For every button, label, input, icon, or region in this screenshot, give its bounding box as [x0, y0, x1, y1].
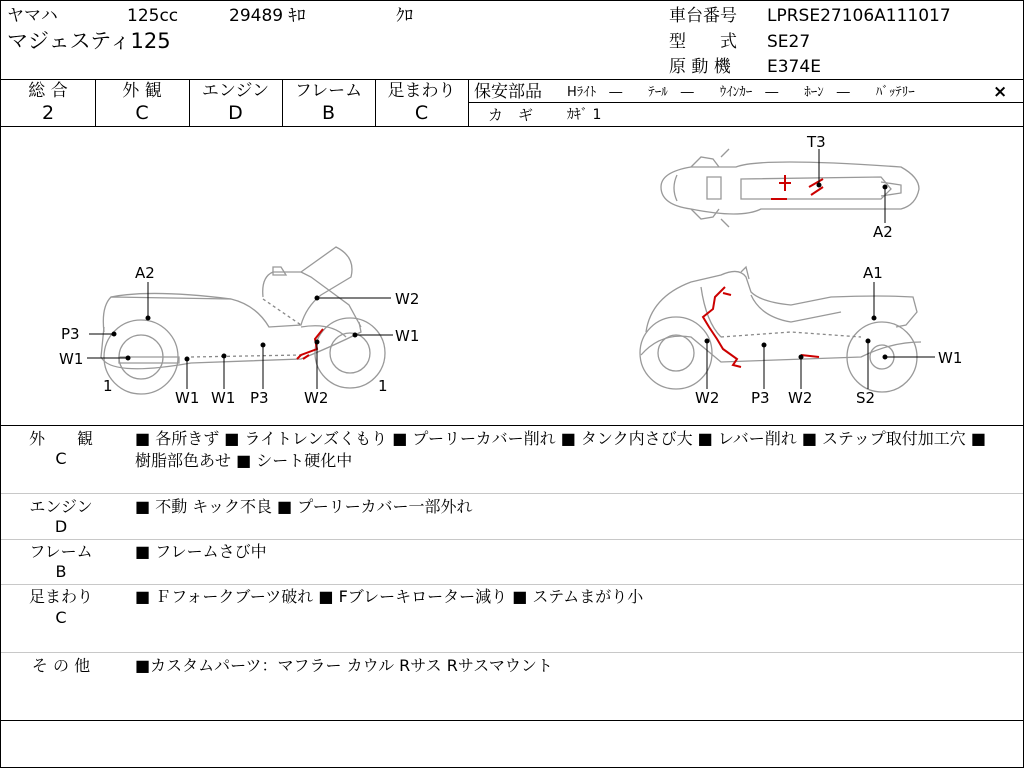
model-name: マジェスティ125 — [7, 29, 171, 53]
label-p3-right: P3 — [751, 389, 770, 407]
label-w1-left: W1 — [59, 350, 84, 368]
label-w1-left-b2: W1 — [211, 389, 236, 407]
label-a2-top: A2 — [873, 223, 893, 241]
grade-label-suspension: 足まわり — [387, 81, 456, 101]
cond-text-engine: ■ 不動 キック不良 ■ プーリーカバー一部外れ — [135, 497, 473, 516]
safety-items: Hﾗｲﾄ ― ﾃｰﾙ ― ｳｲﾝｶｰ ― ﾎｰﾝ ― ﾊﾞｯﾃﾘｰ — [567, 85, 915, 100]
maker: ヤマハ — [7, 6, 58, 26]
cond-text-suspension: ■ Ｆフォークブーツ破れ ■ Fブレーキローター減り ■ ステムまがり小 — [135, 587, 644, 606]
engine-label: 原 動 機 — [669, 57, 731, 77]
mileage: 29489 ｷﾛ — [229, 6, 306, 26]
cond-label-engine: エンジン — [29, 497, 93, 516]
label-w1-right: W1 — [938, 349, 963, 367]
grade-label-overall: 総 合 — [28, 81, 68, 101]
label-w1-left-b1: W1 — [175, 389, 200, 407]
cond-text-frame: ■ フレームさび中 — [135, 542, 267, 561]
grade-value-overall: 2 — [41, 102, 55, 124]
scooter-right-side-view — [640, 267, 921, 392]
label-1-right-of-left: 1 — [378, 377, 388, 395]
grade-value-suspension: C — [414, 102, 429, 124]
label-t3: T3 — [807, 133, 826, 151]
cond-label-suspension: 足まわり — [28, 587, 93, 606]
color: ｸﾛ — [396, 6, 413, 26]
safety-label: 保安部品 — [474, 82, 542, 102]
grade-value-frame: B — [321, 102, 336, 124]
grade-label-frame: フレーム — [294, 81, 363, 101]
label-p3-left: P3 — [61, 325, 80, 343]
label-w2-right-b: W2 — [788, 389, 813, 407]
cond-text-other: ■カスタムパーツ：マフラー カウル Rサス Rサスマウント — [135, 656, 553, 675]
chassis-label: 車台番号 — [669, 6, 737, 26]
label-1-left: 1 — [103, 377, 113, 395]
cond-grade-suspension: C — [55, 608, 67, 627]
cond-grade-exterior: C — [55, 449, 67, 468]
engine-value: E374E — [767, 57, 821, 77]
cond-text-exterior: ■ 各所きず ■ ライトレンズくもり ■ プーリーカバー削れ ■ タンク内さび大 ■ レバー削れ ■ ステップ取付加工穴 ■ 樹脂部色あせ ■ シート硬化中 — [135, 429, 986, 470]
label-w2-left-top: W2 — [395, 290, 420, 308]
displacement: 125cc — [127, 6, 179, 26]
grade-value-exterior: C — [135, 102, 149, 124]
cond-label-other: そ の 他 — [31, 656, 91, 675]
type-value: SE27 — [767, 32, 811, 52]
label-p3-left-b: P3 — [250, 389, 269, 407]
damage-diagram — [1, 127, 1023, 427]
chassis-number: LPRSE27106A111017 — [767, 6, 951, 26]
label-s2: S2 — [856, 389, 876, 407]
battery-mark: × — [993, 82, 1008, 102]
label-a1: A1 — [863, 264, 883, 282]
label-a2-left: A2 — [135, 264, 155, 282]
type-label: 型 式 — [669, 32, 737, 52]
grade-value-engine: D — [228, 102, 243, 124]
label-w2-left-b: W2 — [304, 389, 329, 407]
grade-label-engine: エンジン — [201, 81, 270, 101]
cond-grade-engine: D — [54, 517, 68, 536]
grade-label-exterior: 外 観 — [122, 81, 162, 101]
divider — [1, 79, 1023, 80]
key-label: カ ギ — [488, 106, 534, 124]
cond-label-exterior: 外 観 — [28, 429, 93, 448]
key-value: ｶｷﾞ 1 — [567, 107, 602, 123]
scooter-top-view — [661, 149, 919, 227]
cond-label-frame: フレーム — [29, 542, 93, 561]
label-w1-left-front: W1 — [395, 327, 420, 345]
cond-grade-frame: B — [55, 562, 67, 581]
label-w2-right-a: W2 — [695, 389, 720, 407]
